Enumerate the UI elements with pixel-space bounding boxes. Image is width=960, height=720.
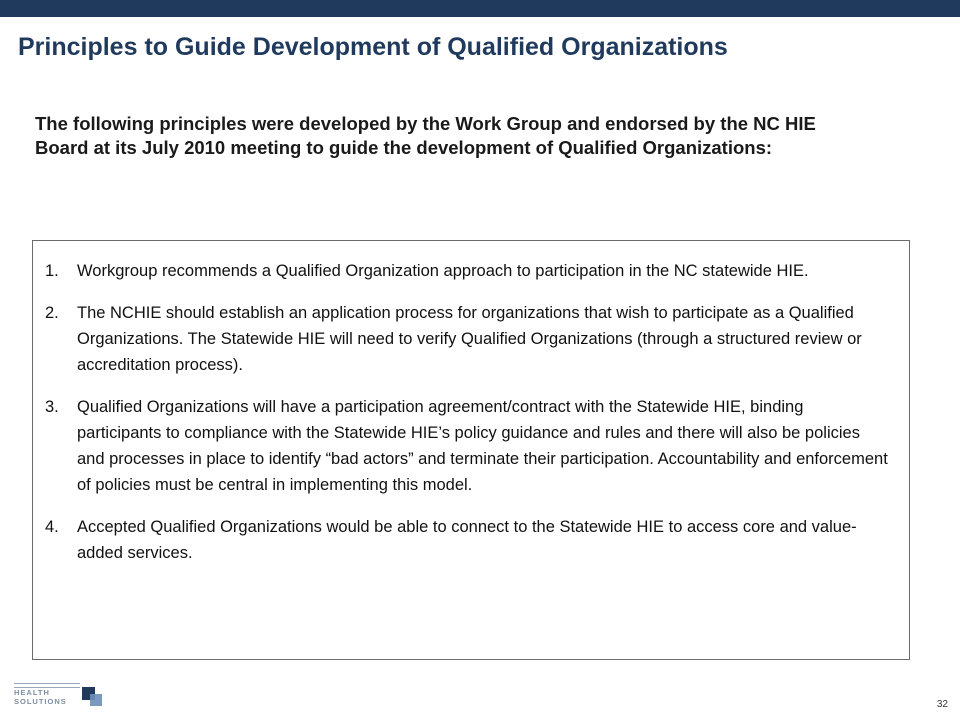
principles-box — [32, 240, 910, 660]
health-solutions-logo — [14, 683, 104, 709]
principle-number: 1. — [45, 262, 59, 280]
principle-text: Qualified Organizations will have a participation agreement/contract with the Statewide HIE, binding participants to compliance with the Statewide HIE’s policy guidance and rules and there will also be policies and processes in place to identify “bad actors” and terminate their participation. Accountability and enforcement of policies must be central in implementing this model. — [77, 398, 888, 494]
principle-item — [45, 394, 889, 498]
principle-item — [45, 300, 889, 378]
principle-text: Accepted Qualified Organizations would be able to connect to the Statewide HIE to access core and value-added services. — [77, 518, 857, 562]
principle-item — [45, 514, 889, 566]
logo-wordmark — [14, 688, 67, 706]
principle-text: Workgroup recommends a Qualified Organization approach to participation in the NC statewide HIE. — [77, 262, 809, 280]
principle-item — [45, 258, 889, 284]
principle-text: The NCHIE should establish an application process for organizations that wish to participate as a Qualified Organizations. The Statewide HIE will need to verify Qualified Organizations (through a structured review or accreditation process). — [77, 304, 862, 374]
principle-number: 3. — [45, 398, 59, 416]
top-banner-bar — [0, 0, 960, 17]
logo-word-health: HEALTH — [14, 688, 50, 697]
intro-paragraph: The following principles were developed by the Work Group and endorsed by the NC HIE Board at its July 2010 meeting to guide the development of Qualified Organizations: — [35, 113, 816, 158]
page-number: 32 — [936, 699, 948, 710]
logo-square-light — [90, 694, 102, 706]
principles-list — [45, 258, 889, 566]
slide-title: Principles to Guide Development of Qualified Organizations — [18, 33, 728, 61]
logo-word-solutions: SOLUTIONS — [14, 697, 67, 706]
principle-number: 2. — [45, 304, 59, 322]
principle-number: 4. — [45, 518, 59, 536]
